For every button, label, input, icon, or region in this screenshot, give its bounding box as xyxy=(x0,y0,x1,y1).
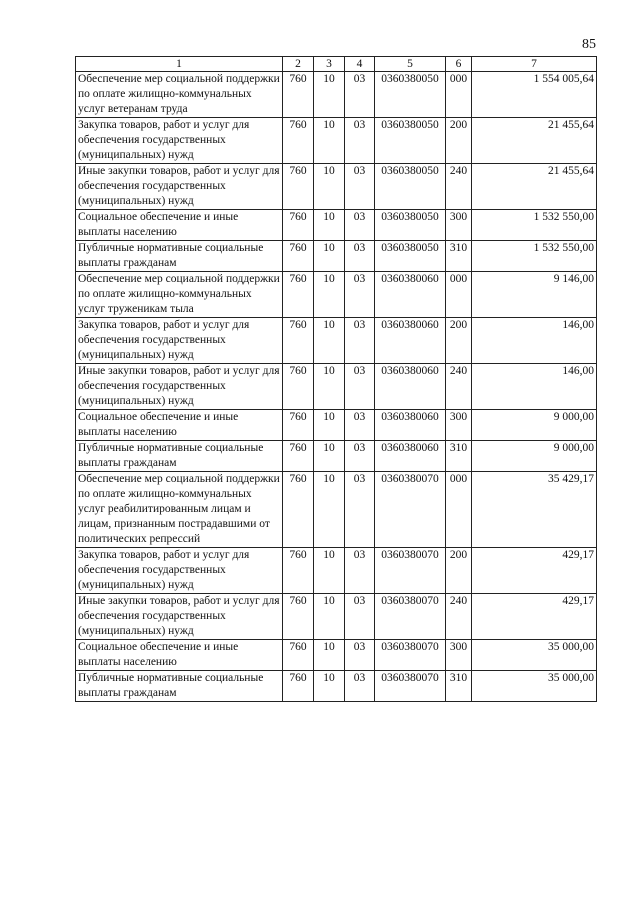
column-header: 2 xyxy=(283,57,314,72)
target-article-cell: 0360380050 xyxy=(375,164,446,210)
subsection-code-cell: 03 xyxy=(345,640,375,671)
column-header: 3 xyxy=(314,57,345,72)
amount-cell: 9 000,00 xyxy=(472,410,597,441)
target-article-cell: 0360380070 xyxy=(375,594,446,640)
table-row xyxy=(76,594,597,640)
subsection-code-cell: 03 xyxy=(345,441,375,472)
amount-cell: 21 455,64 xyxy=(472,164,597,210)
subsection-code-cell: 03 xyxy=(345,210,375,241)
table-row xyxy=(76,472,597,548)
section-code-cell: 10 xyxy=(314,472,345,548)
admin-code-cell: 760 xyxy=(283,594,314,640)
subsection-code-cell: 03 xyxy=(345,241,375,272)
subsection-code-cell: 03 xyxy=(345,364,375,410)
target-article-cell: 0360380060 xyxy=(375,441,446,472)
amount-cell: 1 532 550,00 xyxy=(472,210,597,241)
expense-type-cell: 300 xyxy=(446,640,472,671)
subsection-code-cell: 03 xyxy=(345,472,375,548)
item-name-cell: Обеспечение мер социальной поддержки по оплате жилищно-коммунальных услуг реабилитированным лицам и лицам, признанным пострадавшими от политических репрессий xyxy=(76,472,283,548)
expense-type-cell: 200 xyxy=(446,318,472,364)
table-row xyxy=(76,671,597,702)
subsection-code-cell: 03 xyxy=(345,410,375,441)
section-code-cell: 10 xyxy=(314,272,345,318)
item-name-cell: Публичные нормативные социальные выплаты гражданам xyxy=(76,671,283,702)
section-code-cell: 10 xyxy=(314,441,345,472)
admin-code-cell: 760 xyxy=(283,548,314,594)
item-name-cell: Обеспечение мер социальной поддержки по оплате жилищно-коммунальных услуг ветеранам труда xyxy=(76,72,283,118)
item-name-cell: Иные закупки товаров, работ и услуг для обеспечения государственных (муниципальных) нужд xyxy=(76,164,283,210)
section-code-cell: 10 xyxy=(314,164,345,210)
admin-code-cell: 760 xyxy=(283,210,314,241)
admin-code-cell: 760 xyxy=(283,272,314,318)
subsection-code-cell: 03 xyxy=(345,594,375,640)
column-header: 6 xyxy=(446,57,472,72)
item-name-cell: Закупка товаров, работ и услуг для обеспечения государственных (муниципальных) нужд xyxy=(76,318,283,364)
expense-type-cell: 300 xyxy=(446,210,472,241)
target-article-cell: 0360380050 xyxy=(375,210,446,241)
section-code-cell: 10 xyxy=(314,118,345,164)
table-row xyxy=(76,164,597,210)
admin-code-cell: 760 xyxy=(283,671,314,702)
subsection-code-cell: 03 xyxy=(345,164,375,210)
admin-code-cell: 760 xyxy=(283,241,314,272)
admin-code-cell: 760 xyxy=(283,164,314,210)
subsection-code-cell: 03 xyxy=(345,272,375,318)
subsection-code-cell: 03 xyxy=(345,671,375,702)
admin-code-cell: 760 xyxy=(283,441,314,472)
item-name-cell: Социальное обеспечение и иные выплаты населению xyxy=(76,640,283,671)
section-code-cell: 10 xyxy=(314,594,345,640)
column-header: 4 xyxy=(345,57,375,72)
admin-code-cell: 760 xyxy=(283,364,314,410)
section-code-cell: 10 xyxy=(314,548,345,594)
expense-type-cell: 000 xyxy=(446,272,472,318)
expense-type-cell: 000 xyxy=(446,72,472,118)
section-code-cell: 10 xyxy=(314,72,345,118)
page-number: 85 xyxy=(582,37,596,52)
amount-cell: 35 000,00 xyxy=(472,671,597,702)
target-article-cell: 0360380070 xyxy=(375,640,446,671)
expense-type-cell: 240 xyxy=(446,364,472,410)
amount-cell: 1 532 550,00 xyxy=(472,241,597,272)
amount-cell: 35 429,17 xyxy=(472,472,597,548)
item-name-cell: Социальное обеспечение и иные выплаты населению xyxy=(76,410,283,441)
admin-code-cell: 760 xyxy=(283,472,314,548)
amount-cell: 429,17 xyxy=(472,594,597,640)
table-row xyxy=(76,118,597,164)
subsection-code-cell: 03 xyxy=(345,548,375,594)
expense-type-cell: 200 xyxy=(446,118,472,164)
item-name-cell: Обеспечение мер социальной поддержки по оплате жилищно-коммунальных услуг труженикам тыла xyxy=(76,272,283,318)
section-code-cell: 10 xyxy=(314,210,345,241)
table-row xyxy=(76,410,597,441)
expense-type-cell: 310 xyxy=(446,241,472,272)
table-row xyxy=(76,364,597,410)
table-row xyxy=(76,548,597,594)
section-code-cell: 10 xyxy=(314,640,345,671)
admin-code-cell: 760 xyxy=(283,72,314,118)
admin-code-cell: 760 xyxy=(283,118,314,164)
expense-type-cell: 300 xyxy=(446,410,472,441)
expense-type-cell: 310 xyxy=(446,671,472,702)
item-name-cell: Публичные нормативные социальные выплаты гражданам xyxy=(76,241,283,272)
target-article-cell: 0360380050 xyxy=(375,72,446,118)
expense-type-cell: 240 xyxy=(446,164,472,210)
target-article-cell: 0360380070 xyxy=(375,472,446,548)
section-code-cell: 10 xyxy=(314,410,345,441)
subsection-code-cell: 03 xyxy=(345,72,375,118)
amount-cell: 9 000,00 xyxy=(472,441,597,472)
amount-cell: 146,00 xyxy=(472,318,597,364)
expense-type-cell: 200 xyxy=(446,548,472,594)
target-article-cell: 0360380060 xyxy=(375,364,446,410)
section-code-cell: 10 xyxy=(314,241,345,272)
amount-cell: 1 554 005,64 xyxy=(472,72,597,118)
target-article-cell: 0360380070 xyxy=(375,671,446,702)
budget-table xyxy=(75,56,597,702)
column-header: 1 xyxy=(76,57,283,72)
target-article-cell: 0360380060 xyxy=(375,410,446,441)
target-article-cell: 0360380070 xyxy=(375,548,446,594)
target-article-cell: 0360380050 xyxy=(375,118,446,164)
item-name-cell: Публичные нормативные социальные выплаты гражданам xyxy=(76,441,283,472)
subsection-code-cell: 03 xyxy=(345,118,375,164)
item-name-cell: Иные закупки товаров, работ и услуг для обеспечения государственных (муниципальных) нужд xyxy=(76,594,283,640)
admin-code-cell: 760 xyxy=(283,640,314,671)
item-name-cell: Закупка товаров, работ и услуг для обеспечения государственных (муниципальных) нужд xyxy=(76,118,283,164)
item-name-cell: Иные закупки товаров, работ и услуг для обеспечения государственных (муниципальных) нужд xyxy=(76,364,283,410)
column-header: 5 xyxy=(375,57,446,72)
target-article-cell: 0360380050 xyxy=(375,241,446,272)
expense-type-cell: 310 xyxy=(446,441,472,472)
table-row xyxy=(76,72,597,118)
subsection-code-cell: 03 xyxy=(345,318,375,364)
expense-type-cell: 000 xyxy=(446,472,472,548)
table-row xyxy=(76,441,597,472)
item-name-cell: Закупка товаров, работ и услуг для обеспечения государственных (муниципальных) нужд xyxy=(76,548,283,594)
amount-cell: 21 455,64 xyxy=(472,118,597,164)
column-header: 7 xyxy=(472,57,597,72)
admin-code-cell: 760 xyxy=(283,318,314,364)
table-row xyxy=(76,318,597,364)
amount-cell: 9 146,00 xyxy=(472,272,597,318)
section-code-cell: 10 xyxy=(314,671,345,702)
table-row xyxy=(76,210,597,241)
table-row xyxy=(76,272,597,318)
amount-cell: 35 000,00 xyxy=(472,640,597,671)
target-article-cell: 0360380060 xyxy=(375,318,446,364)
admin-code-cell: 760 xyxy=(283,410,314,441)
section-code-cell: 10 xyxy=(314,364,345,410)
table-row xyxy=(76,640,597,671)
header-row xyxy=(76,57,597,72)
table-row xyxy=(76,241,597,272)
amount-cell: 429,17 xyxy=(472,548,597,594)
amount-cell: 146,00 xyxy=(472,364,597,410)
item-name-cell: Социальное обеспечение и иные выплаты населению xyxy=(76,210,283,241)
section-code-cell: 10 xyxy=(314,318,345,364)
target-article-cell: 0360380060 xyxy=(375,272,446,318)
expense-type-cell: 240 xyxy=(446,594,472,640)
